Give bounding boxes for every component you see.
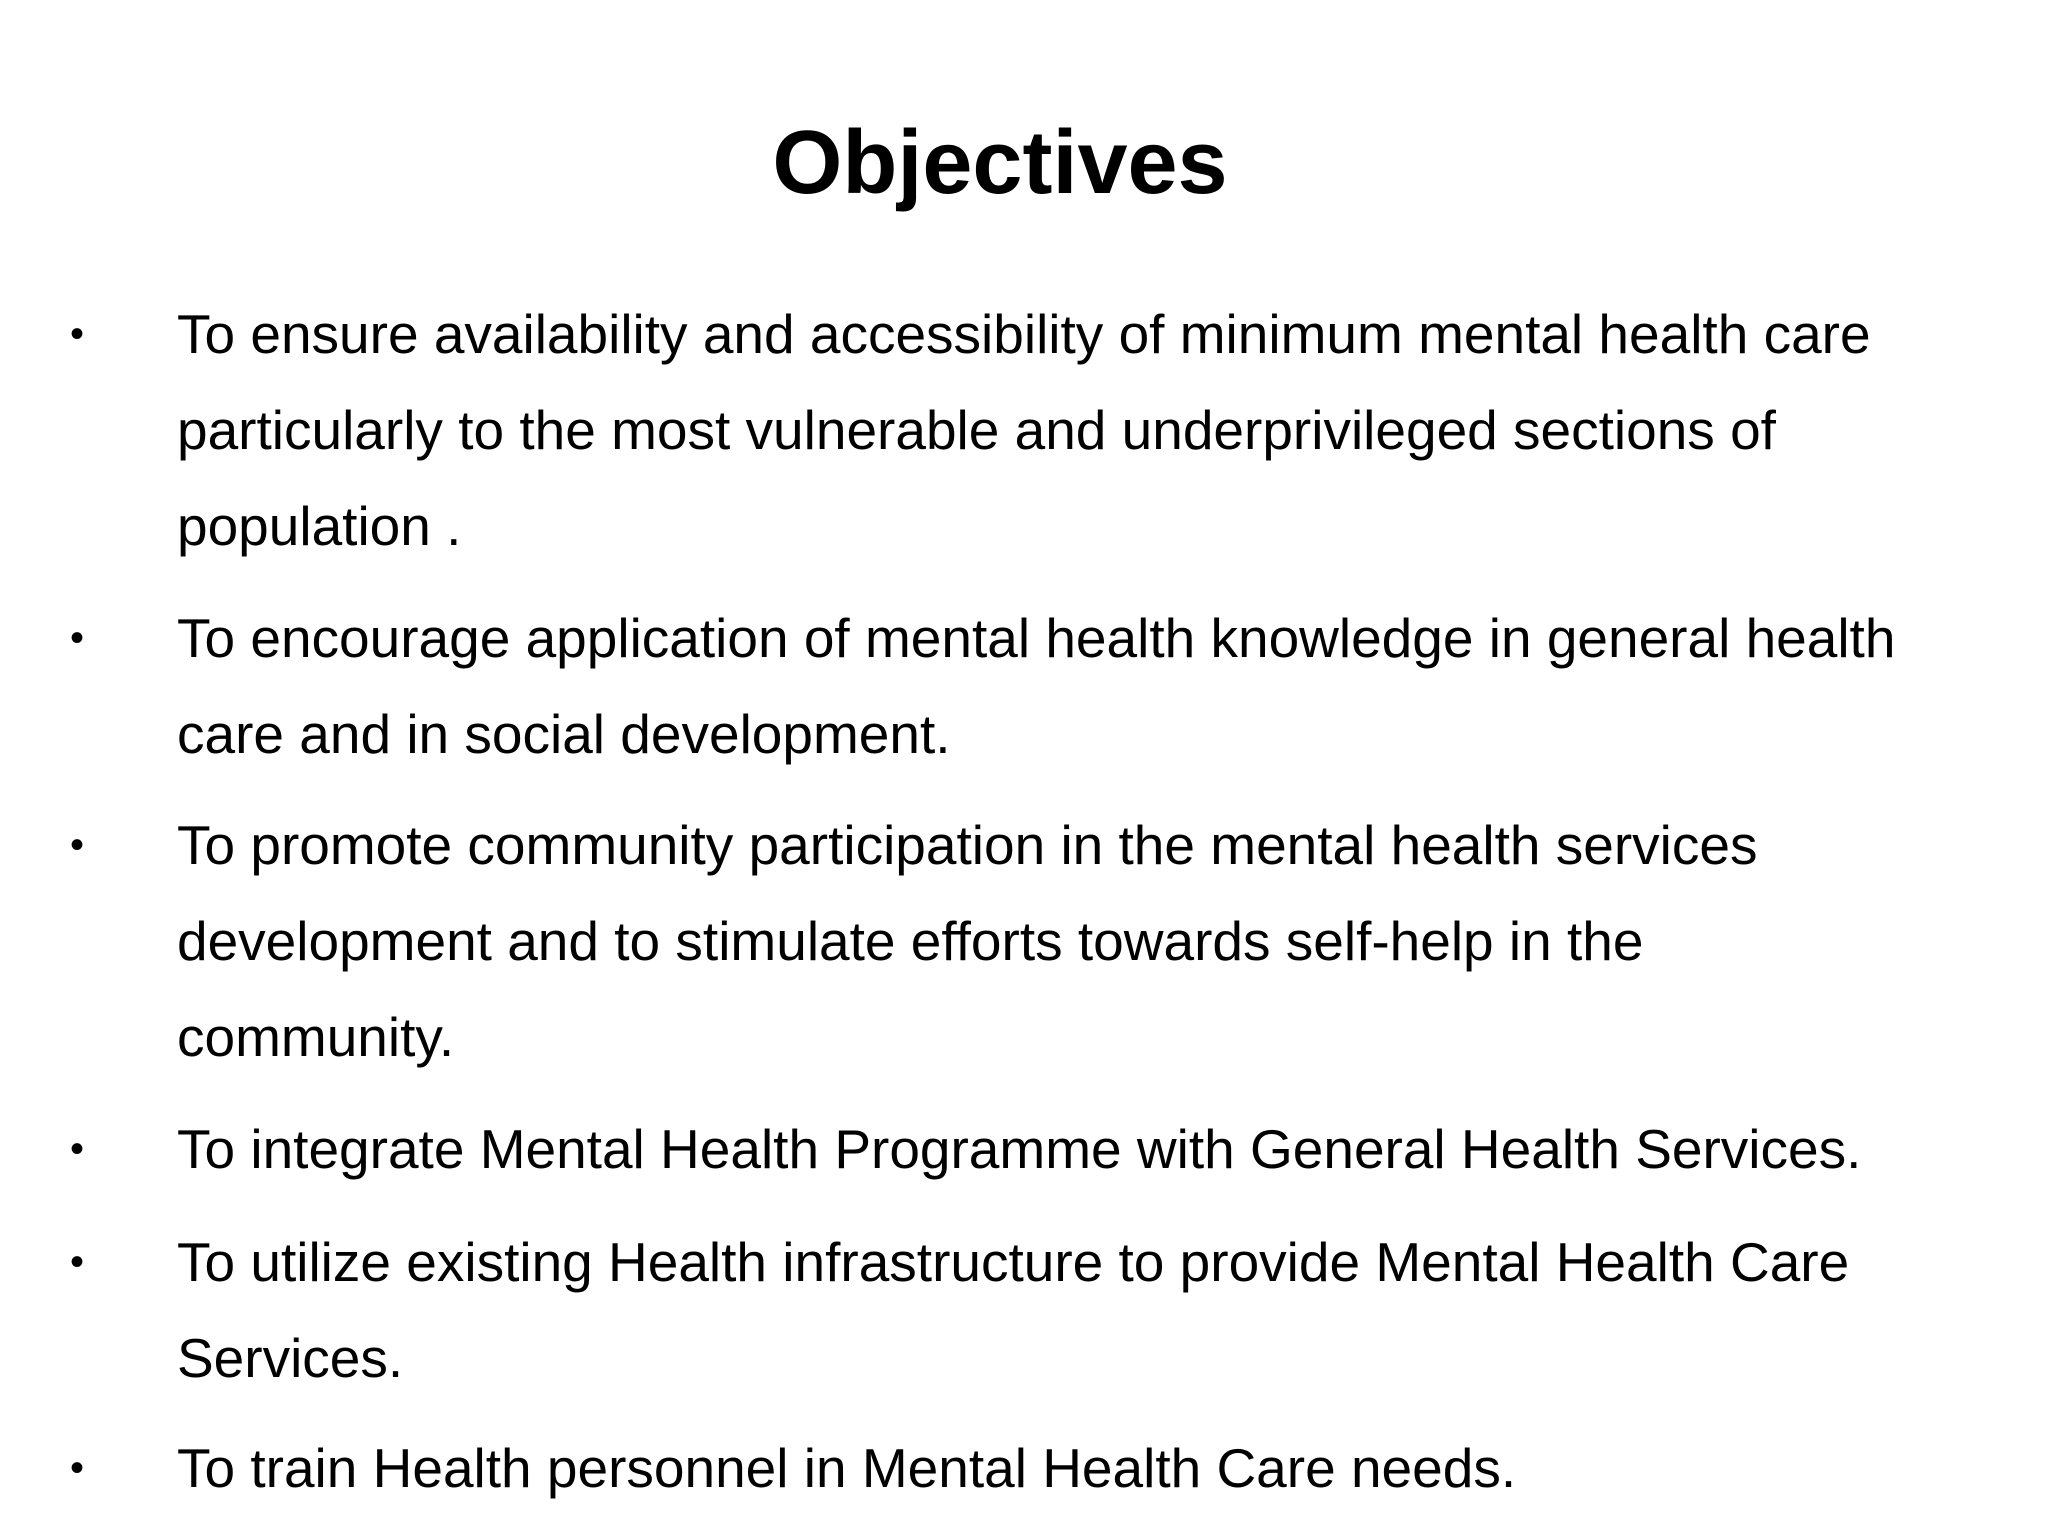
bullet-icon: • [70, 823, 85, 867]
objective-text [177, 797, 2022, 1085]
bullet-icon: • [70, 312, 85, 356]
objective-line: To integrate Mental Health Programme with General Health Services. [177, 1118, 1862, 1180]
objective-line: care and in social development. [177, 703, 951, 765]
objective-line: To train Health personnel in Mental Health Care needs. [177, 1437, 1517, 1499]
objective-line: particularly to the most vulnerable and underprivileged sections of [177, 399, 1776, 461]
slide-title: Objectives [772, 113, 1228, 213]
objective-text [177, 1101, 2022, 1197]
objective-text [177, 1420, 2022, 1516]
objective-line: To utilize existing Health infrastructure to provide Mental Health Care [177, 1231, 1850, 1293]
objective-text [177, 1214, 2022, 1406]
objective-line: development and to stimulate efforts towards self-help in the [177, 910, 1644, 972]
objective-text [177, 590, 2022, 782]
bullet-icon: • [70, 1127, 85, 1171]
objective-line: To promote community participation in the mental health services [177, 814, 1758, 876]
bullet-icon: • [70, 1446, 85, 1490]
objective-line: Services. [177, 1327, 404, 1389]
bullet-icon: • [70, 616, 85, 660]
bullet-icon: • [70, 1240, 85, 1284]
objective-line: To ensure availability and accessibility of minimum mental health care [177, 303, 1871, 365]
objective-line: community. [177, 1006, 455, 1068]
objective-text [177, 286, 2022, 574]
objective-line: population . [177, 495, 462, 557]
objective-line: To encourage application of mental health knowledge in general health [177, 607, 1896, 669]
